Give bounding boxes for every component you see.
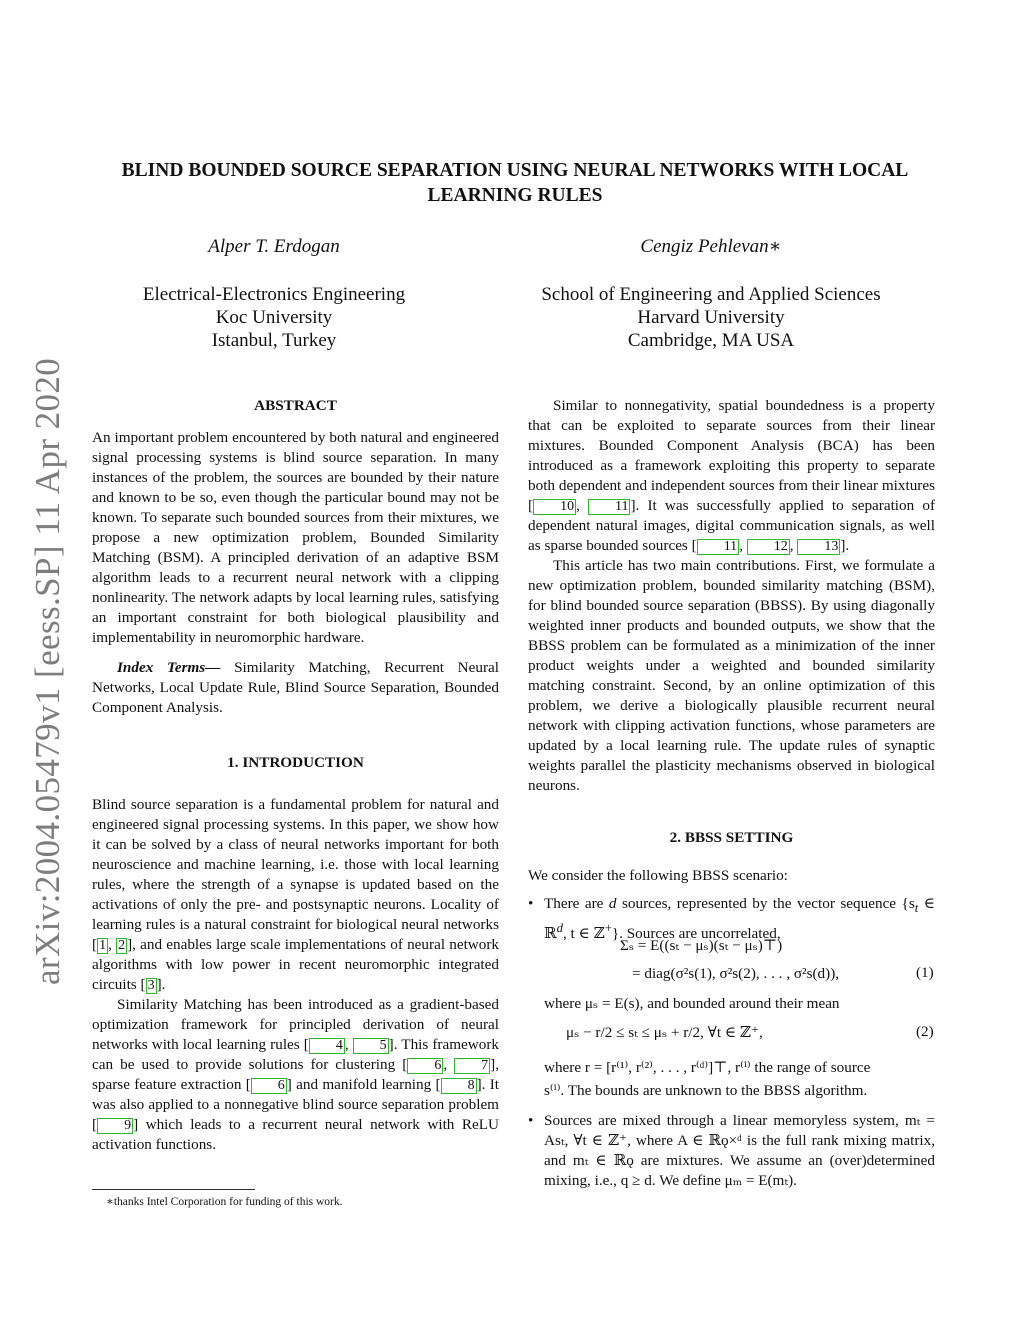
arxiv-stamp: arXiv:2004.05479v1 [eess.SP] 11 Apr 2020 [28, 357, 67, 985]
intro-paragraph-2: Similarity Matching has been introduced as a gradient-based optimization framework for principled derivation of neural networks with local learning rules [ 4 , 5 ]. This framework can be used to provide solutions for clustering [ 6 , 7 ], sparse feature extraction [ 6 ] and manifold learning [ 8 ]. It was also applied to a nonnegative blind source separation problem [ 9 ] which leads to a recurrent neural network with ReLU activation functions. [92, 996, 500, 1153]
author-block-1 [64, 235, 484, 352]
author-affiliation: Electrical-Electronics Engineering [142, 284, 406, 305]
where-r-text: where r = [r⁽¹⁾, r⁽²⁾, . . . , r⁽ᵈ⁾]⊤, r⁽ⁱ⁾ the range of source [544, 1059, 871, 1076]
citation-link[interactable]: 8 [441, 1078, 477, 1094]
citation-link[interactable]: 11 [588, 499, 630, 515]
citation-link[interactable]: 11 [697, 539, 739, 555]
citation-link[interactable]: 6 [251, 1078, 287, 1094]
bbss-bullets-2 [528, 1111, 935, 1191]
right-column-bullet-2 [528, 1111, 935, 1191]
index-terms-label: Index Terms— [117, 659, 221, 676]
right-paragraph-2: This article has two main contributions. First, we formulate a new optimization problem, bounded similarity matching (BSM), for blind bounded source separation (BBSS). By using diagonally weighted inner products and bounded outputs, we show that the BBSS problem can be formulated as a minimization of the inner product weights under a weighted and bounded similarity matching constraint. Second, by an online optimization of this problem, we derive a biologically plausible recurrent neural network with clipping activation functions, whose parameters are updated by a local learning rule. The update rules of synaptic weights parallel the plasticity mechanisms observed in biological neurons. [528, 557, 935, 794]
bullet-mixing: • Sources are mixed through a linear memoryless system, mₜ = Asₜ, ∀t ∈ ℤ⁺, where A ∈ ℝǫ×ᵈ is the full rank mixing matrix, and mₜ ∈ ℝǫ are mixtures. We assume an (over)determined mixing, i.e., q ≥ d. We define μₘ = E(mₜ). [528, 1111, 935, 1191]
citation-link[interactable]: 3 [147, 978, 155, 993]
equation-1-line-1: Σₛ = E((sₜ − μₛ)(sₜ − μₛ)⊤) [620, 937, 783, 954]
citation-link[interactable]: 4 [309, 1038, 345, 1054]
author-affiliation: Istanbul, Turkey [211, 330, 337, 351]
bullet-sources: • There are d sources, represented by the vector sequence {$s_t$ ∈ ℝ$^d$, t ∈ ℤ+}. Sources are uncorrelated, [528, 894, 935, 944]
author-name: Alper T. Erdogan [208, 236, 340, 257]
author-affiliation: Harvard University [637, 307, 785, 328]
index-terms-text: Similarity Matching, Recurrent Neural Networks, Local Update Rule, Blind Source Separation, Bounded Component Analysis. [92, 659, 500, 716]
where-r-text-2: s⁽ⁱ⁾. The bounds are unknown to the BBSS algorithm. [544, 1082, 868, 1099]
bbss-intro: We consider the following BBSS scenario: [528, 867, 788, 884]
citation-link[interactable]: 1 [99, 938, 107, 953]
citation-link[interactable]: 10 [533, 499, 576, 515]
left-column [92, 396, 499, 1155]
abstract-heading: ABSTRACT [254, 397, 337, 414]
citation-link[interactable]: 9 [97, 1118, 133, 1134]
section-heading-bbss: 2. BBSS SETTING [669, 829, 794, 846]
author-block-2 [501, 235, 921, 352]
equation-2-number: (2) [916, 1023, 934, 1040]
abstract-text: An important problem encountered by both natural and engineered signal processing systems is blind source separation. In many instances of the problem, the sources are bounded by their nature and known to be so, even though the particular bound may not be known. To separate such bounded sources from their mixtures, we propose a new optimization problem, Bounded Similarity Matching (BSM). A principled derivation of an adaptive BSM algorithm leads to a recurrent neural network with a clipping nonlinearity. The network adapts by local learning rules, satisfying an important constraint for both biological plausibility and implementability in neuromorphic hardware. [92, 429, 499, 646]
citation-link[interactable]: 5 [353, 1038, 389, 1054]
citation-link[interactable]: 6 [407, 1058, 443, 1074]
equation-1-number: (1) [916, 964, 934, 981]
index-terms [92, 658, 499, 718]
author-affiliation: Koc University [215, 307, 333, 328]
where-mu-text: where μₛ = E(s), and bounded around their mean [544, 995, 840, 1012]
footnote: ∗thanks Intel Corporation for funding of this work. [106, 1196, 343, 1208]
right-column [528, 396, 935, 944]
paper-title: BLIND BOUNDED SOURCE SEPARATION USING NEURAL NETWORKS WITH LOCAL LEARNING RULES [121, 160, 909, 206]
citation-link[interactable]: 13 [797, 539, 840, 555]
citation-link[interactable]: 12 [747, 539, 790, 555]
footnote-rule [92, 1189, 255, 1190]
author-affiliation: School of Engineering and Applied Sciences [541, 284, 881, 305]
equation-2: μₛ − r/2 ≤ sₜ ≤ μₛ + r/2, ∀t ∈ ℤ⁺, [566, 1024, 763, 1041]
author-name: Cengiz Pehlevan∗ [640, 236, 782, 257]
citation-link[interactable]: 7 [454, 1058, 490, 1074]
citation-link[interactable]: 2 [118, 938, 126, 953]
right-paragraph-1: Similar to nonnegativity, spatial boundedness is a property that can be exploited to separate sources from their linear mixtures. Bounded Component Analysis (BCA) has been introduced as a framework exploiting this property to separate both dependent and independent sources from their linear mixtures [ 10 , 11 ]. It was successfully applied to separation of dependent natural images, digital communication signals, as well as sparse bounded sources [ 11 , 12 , 13 ]. [528, 397, 936, 554]
section-heading-introduction: 1. INTRODUCTION [227, 754, 364, 771]
author-affiliation: Cambridge, MA USA [627, 330, 795, 351]
intro-paragraph-1: Blind source separation is a fundamental problem for natural and engineered signal processing systems. In this paper, we show how it can be solved by a class of neural networks important for both neuroscience and machine learning, i.e. those with local learning rules, where the strength of a synapse is updated based on the activations of only the pre- and postsynaptic neurons. Locality of learning rules is a natural constraint for biological neural networks [ 1 , 2 ], and enables large scale implementations of neural network algorithms with low power in recent neuromorphic integrated circuits [ 3 ]. [92, 796, 499, 993]
equation-1-line-2: = diag(σ²s(1), σ²s(2), . . . , σ²s(d)), [632, 965, 840, 982]
